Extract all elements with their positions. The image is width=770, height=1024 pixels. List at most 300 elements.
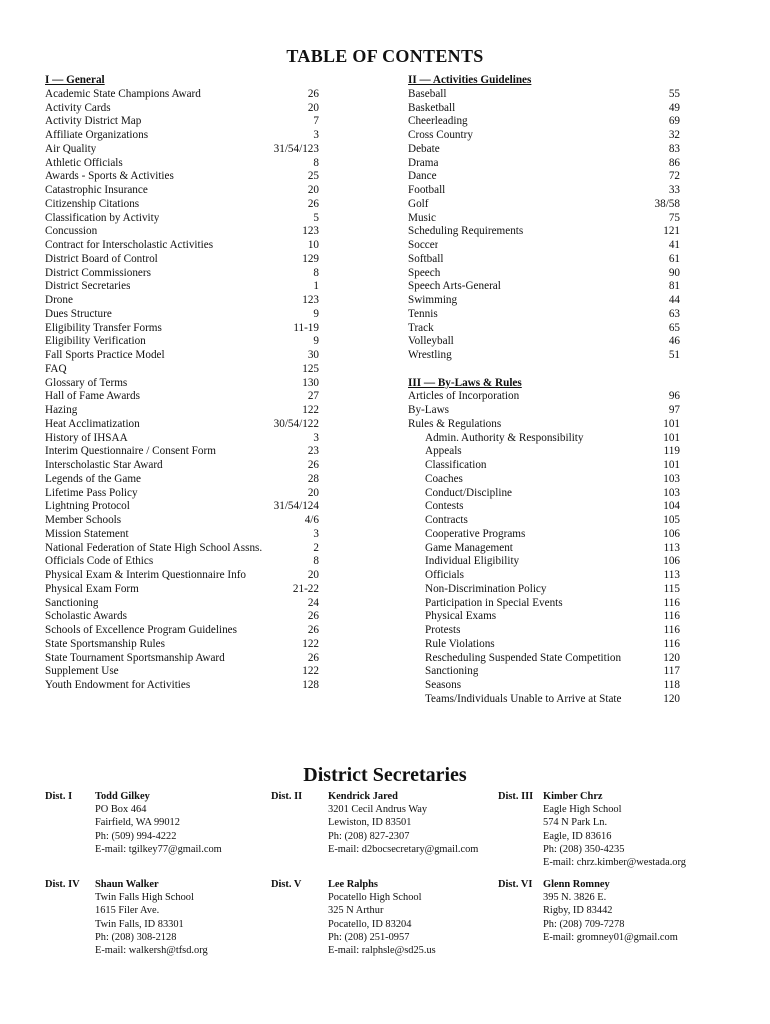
- toc-entry-label: Affiliate Organizations: [45, 129, 149, 141]
- toc-entry: [408, 184, 680, 198]
- toc-entry-page: 116: [663, 596, 680, 609]
- toc-entry-label: Supplement Use: [45, 665, 119, 678]
- district-label: Dist. II: [271, 791, 303, 802]
- section-heading-general: I — General: [45, 74, 105, 86]
- toc-entry-label: Articles of Incorporation: [408, 390, 520, 403]
- toc-entry: [408, 445, 680, 459]
- toc-entry: [45, 569, 319, 583]
- secretary-email: E-mail: ralphsle@sd25.us: [328, 945, 436, 957]
- toc-entry-label: Volleyball: [408, 335, 454, 348]
- activities-entry-list: [408, 88, 680, 363]
- toc-entry-page: 128: [302, 679, 319, 691]
- toc-entry-page: 9: [313, 335, 319, 348]
- toc-entry-label: Hazing: [45, 404, 78, 416]
- toc-entry-label: Teams/Individuals Unable to Arrive at State: [425, 692, 622, 705]
- toc-entry-label: Sanctioning: [45, 596, 99, 609]
- toc-entry-label: Concussion: [45, 225, 98, 238]
- toc-entry: [408, 322, 680, 336]
- toc-entry: [45, 390, 319, 404]
- toc-entry-page: 55: [668, 87, 680, 100]
- toc-entry-label: Interim Questionnaire / Consent Form: [45, 445, 216, 458]
- toc-entry-label: Air Quality: [45, 142, 97, 155]
- toc-entry-page: 26: [307, 87, 319, 100]
- toc-entry-page: 46: [668, 335, 680, 348]
- toc-entry-page: 123: [302, 294, 319, 306]
- toc-entry: [408, 349, 680, 363]
- toc-entry: [45, 542, 319, 556]
- toc-entry-label: State Sportsmanship Rules: [45, 637, 165, 650]
- toc-entry-page: 44: [668, 294, 680, 306]
- toc-entry: [45, 445, 319, 459]
- toc-entry-page: 106: [663, 527, 680, 540]
- toc-right-column: [408, 74, 680, 707]
- toc-entry-label: Track: [408, 321, 434, 334]
- toc-entry: [408, 308, 680, 322]
- toc-entry-label: District Board of Control: [45, 252, 158, 265]
- toc-entry-page: 122: [302, 637, 319, 650]
- toc-entry-page: 65: [668, 321, 680, 334]
- toc-entry-label: Glossary of Terms: [45, 376, 128, 389]
- toc-entry-label: Seasons: [425, 679, 462, 691]
- toc-entry: [45, 404, 319, 418]
- toc-entry-page: 69: [668, 115, 680, 128]
- toc-entry-label: History of IHSAA: [45, 431, 128, 444]
- toc-entry: [45, 624, 319, 638]
- district-secretary-contact: [328, 790, 478, 856]
- secretary-email: E-mail: d2bocsecretary@gmail.com: [328, 843, 479, 855]
- toc-entry: [45, 500, 319, 514]
- toc-entry-page: 31/54/123: [273, 142, 319, 155]
- secretary-name: Lee Ralphs: [328, 879, 378, 890]
- toc-entry: [45, 487, 319, 501]
- toc-entry-label: National Federation of State High School Assns.: [45, 541, 263, 554]
- toc-entry-label: Officials: [425, 569, 464, 581]
- district-secretary-contact: [543, 878, 678, 944]
- toc-entry-page: 96: [668, 390, 680, 403]
- toc-entry-label: Admin. Authority & Responsibility: [425, 431, 584, 444]
- toc-entry: [45, 638, 319, 652]
- toc-entry-page: 1: [313, 280, 319, 293]
- secretary-address-line: Lewiston, ID 83501: [328, 817, 412, 829]
- secretary-email: E-mail: tgilkey77@gmail.com: [95, 843, 222, 855]
- toc-entry-page: 119: [663, 445, 680, 458]
- toc-entry-page: 116: [663, 610, 680, 623]
- toc-entry-label: Drone: [45, 294, 73, 306]
- secretary-name: Shaun Walker: [95, 879, 159, 890]
- secretary-address-line: PO Box 464: [95, 804, 147, 816]
- toc-entry-page: 21-22: [292, 582, 319, 595]
- secretary-address-line: 395 N. 3826 E.: [543, 892, 607, 904]
- secretary-address-line: 1615 Filer Ave.: [95, 905, 160, 917]
- toc-entry-label: Sanctioning: [425, 665, 479, 678]
- secretary-address-line: Pocatello, ID 83204: [328, 918, 412, 930]
- toc-entry-page: 26: [307, 459, 319, 471]
- toc-entry-label: Conduct/Discipline: [425, 486, 513, 499]
- toc-entry: [408, 390, 680, 404]
- toc-entry: [45, 665, 319, 679]
- secretary-phone: Ph: (208) 350-4235: [543, 843, 625, 855]
- toc-entry-label: Wrestling: [408, 349, 452, 361]
- toc-entry-page: 120: [663, 692, 680, 705]
- toc-entry: [45, 459, 319, 473]
- toc-entry-label: Schools of Excellence Program Guidelines: [45, 624, 238, 636]
- toc-entry: [45, 363, 319, 377]
- toc-entry: [408, 528, 680, 542]
- toc-entry-page: 105: [663, 514, 680, 526]
- toc-entry-page: 30: [307, 349, 319, 361]
- toc-entry-page: 123: [302, 225, 319, 238]
- section-heading-activities: II — Activities Guidelines: [408, 74, 532, 86]
- toc-entry-page: 121: [663, 225, 680, 238]
- secretary-email: E-mail: chrz.kimber@westada.org: [543, 857, 686, 869]
- toc-entry-page: 113: [663, 541, 680, 554]
- toc-entry-page: 33: [668, 184, 680, 196]
- district-label: Dist. I: [45, 791, 73, 802]
- toc-entry-page: 129: [302, 252, 319, 265]
- toc-entry-page: 125: [302, 362, 319, 375]
- toc-entry: [408, 583, 680, 597]
- toc-entry-label: Music: [408, 211, 436, 224]
- toc-entry: [45, 225, 319, 239]
- toc-entry: [45, 528, 319, 542]
- secretary-phone: Ph: (208) 251-0957: [328, 931, 410, 943]
- toc-entry-page: 116: [663, 637, 680, 650]
- toc-entry: [45, 322, 319, 336]
- toc-entry-label: Contract for Interscholastic Activities: [45, 239, 214, 251]
- toc-entry-page: 25: [307, 170, 319, 183]
- toc-entry-page: 3: [313, 527, 319, 540]
- toc-entry-page: 116: [663, 624, 680, 636]
- toc-entry-page: 122: [302, 404, 319, 416]
- toc-entry: [45, 102, 319, 116]
- toc-entry-label: Basketball: [408, 101, 456, 114]
- toc-entry-label: Legends of the Game: [45, 472, 141, 485]
- secretary-address-line: 574 N Park Ln.: [543, 817, 608, 829]
- toc-entry-page: 118: [663, 679, 680, 691]
- toc-entry-label: Contests: [425, 500, 464, 513]
- toc-entry: [408, 597, 680, 611]
- toc-entry-label: Classification: [425, 459, 487, 471]
- secretary-address-line: Twin Falls, ID 83301: [95, 918, 184, 930]
- toc-entry-label: Debate: [408, 142, 440, 155]
- toc-entry: [408, 638, 680, 652]
- toc-entry: [45, 184, 319, 198]
- toc-entry: [45, 115, 319, 129]
- toc-entry-label: Golf: [408, 197, 429, 210]
- toc-entry-label: Speech Arts-General: [408, 280, 501, 293]
- toc-entry: [45, 349, 319, 363]
- secretary-address-line: Twin Falls High School: [95, 892, 194, 904]
- secretary-phone: Ph: (208) 308-2128: [95, 931, 177, 943]
- toc-entry-label: Scholastic Awards: [45, 610, 127, 623]
- secretary-phone: Ph: (509) 994-4222: [95, 830, 177, 842]
- toc-entry: [45, 88, 319, 102]
- toc-entry: [45, 280, 319, 294]
- toc-entry-label: State Tournament Sportsmanship Award: [45, 651, 225, 664]
- toc-entry-label: Cross Country: [408, 129, 473, 141]
- district-label: Dist. V: [271, 879, 302, 890]
- toc-entry: [45, 652, 319, 666]
- toc-entry-page: 27: [307, 390, 319, 403]
- district-secretary-contact: [543, 790, 686, 869]
- toc-entry-label: Physical Exam Form: [45, 582, 139, 595]
- toc-entry: [408, 239, 680, 253]
- toc-entry: [45, 143, 319, 157]
- toc-entry-page: 41: [668, 239, 680, 251]
- toc-entry: [45, 170, 319, 184]
- toc-entry-page: 7: [313, 115, 319, 128]
- toc-entry: [45, 294, 319, 308]
- toc-entry-label: Physical Exams: [425, 610, 497, 623]
- toc-entry-label: Eligibility Transfer Forms: [45, 321, 162, 334]
- district-secretaries-title: District Secretaries: [303, 764, 467, 786]
- toc-entry-page: 32: [668, 129, 680, 141]
- toc-entry: [408, 267, 680, 281]
- secretary-address-line: Eagle, ID 83616: [543, 830, 612, 842]
- toc-entry: [408, 418, 680, 432]
- toc-entry-page: 115: [663, 582, 680, 595]
- toc-entry-label: Eligibility Verification: [45, 335, 146, 348]
- toc-entry-label: Game Management: [425, 541, 513, 554]
- toc-entry-page: 61: [668, 252, 680, 265]
- toc-entry: [408, 212, 680, 226]
- toc-entry: [45, 308, 319, 322]
- section-heading-bylaws: III — By-Laws & Rules: [408, 376, 522, 389]
- toc-entry-page: 20: [307, 184, 319, 196]
- toc-entry-label: Dues Structure: [45, 307, 112, 320]
- toc-entry-label: Activity Cards: [45, 101, 111, 114]
- toc-entry-page: 26: [307, 624, 319, 636]
- toc-entry-page: 101: [663, 417, 680, 430]
- toc-entry: [408, 88, 680, 102]
- district-secretary-contact: [328, 878, 436, 957]
- toc-entry: [45, 129, 319, 143]
- toc-entry-page: 113: [663, 569, 680, 581]
- toc-entry-label: Speech: [408, 266, 441, 279]
- toc-entry-label: Protests: [425, 624, 461, 636]
- toc-entry-label: Rescheduling Suspended State Competition: [425, 651, 622, 664]
- secretary-name: Kendrick Jared: [328, 791, 398, 802]
- toc-entry-label: Member Schools: [45, 514, 122, 526]
- toc-entry-label: Academic State Champions Award: [45, 87, 201, 100]
- toc-entry-label: Youth Endowment for Activities: [45, 679, 191, 691]
- toc-entry: [408, 679, 680, 693]
- toc-entry: [408, 280, 680, 294]
- toc-entry-page: 122: [302, 665, 319, 678]
- bylaws-subentry-list: [408, 432, 680, 707]
- secretary-email: E-mail: walkersh@tfsd.org: [95, 945, 208, 957]
- toc-entry-page: 38/58: [654, 197, 680, 210]
- secretary-phone: Ph: (208) 827-2307: [328, 830, 410, 842]
- toc-entry: [45, 377, 319, 391]
- toc-entry-label: Activity District Map: [45, 115, 142, 128]
- toc-entry-label: Swimming: [408, 294, 458, 306]
- toc-entry-page: 130: [302, 376, 319, 389]
- toc-entry-page: 11-19: [293, 321, 319, 334]
- toc-entry: [408, 404, 680, 418]
- secretary-email: E-mail: gromney01@gmail.com: [543, 931, 678, 943]
- toc-entry-page: 3: [313, 431, 319, 444]
- toc-entry-page: 3: [313, 129, 319, 141]
- toc-entry-page: 4/6: [304, 514, 319, 526]
- toc-entry-label: Soccer: [408, 239, 439, 251]
- secretary-name: Kimber Chrz: [543, 791, 603, 802]
- district-label: Dist. III: [498, 791, 534, 802]
- toc-entry-label: Classification by Activity: [45, 211, 160, 224]
- toc-entry-page: 117: [663, 665, 680, 678]
- toc-entry-page: 51: [668, 349, 680, 361]
- toc-entry: [45, 597, 319, 611]
- toc-entry-label: Citizenship Citations: [45, 197, 140, 210]
- toc-entry-page: 5: [313, 211, 319, 224]
- toc-entry: [408, 170, 680, 184]
- toc-entry: [408, 473, 680, 487]
- toc-entry-page: 49: [668, 101, 680, 114]
- toc-entry-page: 8: [313, 266, 319, 279]
- toc-entry-page: 8: [313, 555, 319, 568]
- toc-entry: [408, 129, 680, 143]
- toc-entry: [45, 473, 319, 487]
- toc-entry-label: Catastrophic Insurance: [45, 184, 148, 196]
- toc-general-column: [45, 74, 319, 693]
- toc-entry-label: Individual Eligibility: [425, 555, 520, 568]
- toc-entry-label: Scheduling Requirements: [408, 225, 524, 238]
- toc-entry: [408, 555, 680, 569]
- toc-entry-label: Rule Violations: [425, 637, 495, 650]
- toc-entry-label: District Commissioners: [45, 266, 151, 279]
- toc-entry-page: 8: [313, 156, 319, 169]
- toc-entry-page: 2: [313, 541, 319, 554]
- toc-entry-page: 23: [307, 445, 319, 458]
- toc-entry-page: 24: [307, 596, 319, 609]
- toc-entry-page: 28: [307, 472, 319, 485]
- toc-entry: [45, 432, 319, 446]
- toc-entry: [45, 610, 319, 624]
- toc-entry-page: 103: [663, 472, 680, 485]
- toc-entry: [45, 679, 319, 693]
- toc-entry-page: 9: [313, 307, 319, 320]
- toc-entry: [408, 198, 680, 212]
- toc-entry-label: Cooperative Programs: [425, 527, 526, 540]
- toc-entry-label: Cheerleading: [408, 115, 468, 128]
- toc-entry-label: FAQ: [45, 362, 67, 375]
- toc-entry-label: Officials Code of Ethics: [45, 555, 154, 568]
- toc-entry-label: Awards - Sports & Activities: [45, 170, 174, 183]
- toc-entry: [408, 432, 680, 446]
- toc-entry-label: Athletic Officials: [45, 156, 123, 169]
- toc-entry: [408, 624, 680, 638]
- toc-entry-label: District Secretaries: [45, 280, 131, 293]
- toc-entry: [45, 514, 319, 528]
- toc-entry-page: 26: [307, 651, 319, 664]
- toc-entry-page: 104: [663, 500, 680, 513]
- toc-entry-label: Dance: [408, 170, 437, 183]
- toc-entry: [408, 542, 680, 556]
- toc-entry-page: 20: [307, 569, 319, 581]
- toc-entry: [408, 143, 680, 157]
- toc-entry-label: Heat Acclimatization: [45, 417, 140, 430]
- toc-entry: [408, 115, 680, 129]
- page-title: TABLE OF CONTENTS: [286, 46, 484, 66]
- toc-entry-page: 90: [668, 266, 680, 279]
- toc-entry: [408, 652, 680, 666]
- toc-entry-label: Lifetime Pass Policy: [45, 486, 138, 499]
- district-secretary-contact: [95, 790, 222, 856]
- toc-entry: [408, 157, 680, 171]
- toc-entry-page: 101: [663, 431, 680, 444]
- toc-entry: [408, 500, 680, 514]
- secretary-address-line: Fairfield, WA 99012: [95, 817, 180, 829]
- toc-entry: [45, 239, 319, 253]
- secretary-address-line: 3201 Cecil Andrus Way: [328, 804, 428, 816]
- toc-entry: [408, 665, 680, 679]
- toc-entry-page: 26: [307, 197, 319, 210]
- toc-entry-label: Appeals: [425, 445, 462, 458]
- toc-entry-label: Softball: [408, 252, 444, 265]
- district-secretary-contact: [95, 878, 208, 957]
- toc-entry: [408, 610, 680, 624]
- toc-entry-label: Coaches: [425, 472, 463, 485]
- toc-entry: [45, 157, 319, 171]
- toc-entry: [408, 459, 680, 473]
- toc-entry-page: 106: [663, 555, 680, 568]
- toc-entry: [408, 693, 680, 707]
- toc-entry-label: By-Laws: [408, 404, 450, 416]
- toc-entry-page: 63: [668, 307, 680, 320]
- toc-entry-label: Hall of Fame Awards: [45, 390, 140, 403]
- toc-entry-page: 83: [668, 142, 680, 155]
- toc-entry: [45, 583, 319, 597]
- district-label: Dist. IV: [45, 879, 80, 890]
- toc-entry-label: Mission Statement: [45, 527, 129, 540]
- toc-entry-page: 20: [307, 101, 319, 114]
- toc-entry-label: Drama: [408, 156, 439, 169]
- toc-entry: [408, 294, 680, 308]
- secretary-name: Glenn Romney: [543, 879, 610, 890]
- toc-entry: [408, 569, 680, 583]
- toc-entry-page: 103: [663, 486, 680, 499]
- toc-entry-page: 81: [668, 280, 680, 293]
- secretary-address-line: Pocatello High School: [328, 892, 422, 904]
- toc-entry-page: 86: [668, 156, 680, 169]
- toc-entry-label: Rules & Regulations: [408, 417, 502, 430]
- toc-entry: [45, 253, 319, 267]
- toc-entry: [45, 198, 319, 212]
- secretary-phone: Ph: (208) 709-7278: [543, 918, 625, 930]
- toc-entry-page: 72: [668, 170, 680, 183]
- district-label: Dist. VI: [498, 879, 533, 890]
- toc-entry-page: 10: [307, 239, 319, 251]
- toc-entry: [45, 555, 319, 569]
- toc-entry-page: 120: [663, 651, 680, 664]
- toc-entry-label: Participation in Special Events: [425, 596, 563, 609]
- toc-entry-label: Lightning Protocol: [45, 500, 130, 513]
- toc-entry-page: 101: [663, 459, 680, 471]
- toc-entry-label: Fall Sports Practice Model: [45, 349, 165, 361]
- toc-entry: [408, 102, 680, 116]
- toc-entry-label: Physical Exam & Interim Questionnaire Info: [45, 569, 247, 581]
- toc-entry: [45, 418, 319, 432]
- toc-entry-page: 30/54/122: [273, 417, 319, 430]
- toc-entry-label: Football: [408, 184, 446, 196]
- toc-entry-page: 26: [307, 610, 319, 623]
- secretary-name: Todd Gilkey: [95, 791, 150, 802]
- general-entry-list: [45, 88, 319, 693]
- secretary-address-line: Eagle High School: [543, 804, 622, 816]
- toc-entry: [45, 267, 319, 281]
- toc-entry-label: Tennis: [408, 307, 438, 320]
- toc-entry-label: Non-Discrimination Policy: [425, 582, 547, 595]
